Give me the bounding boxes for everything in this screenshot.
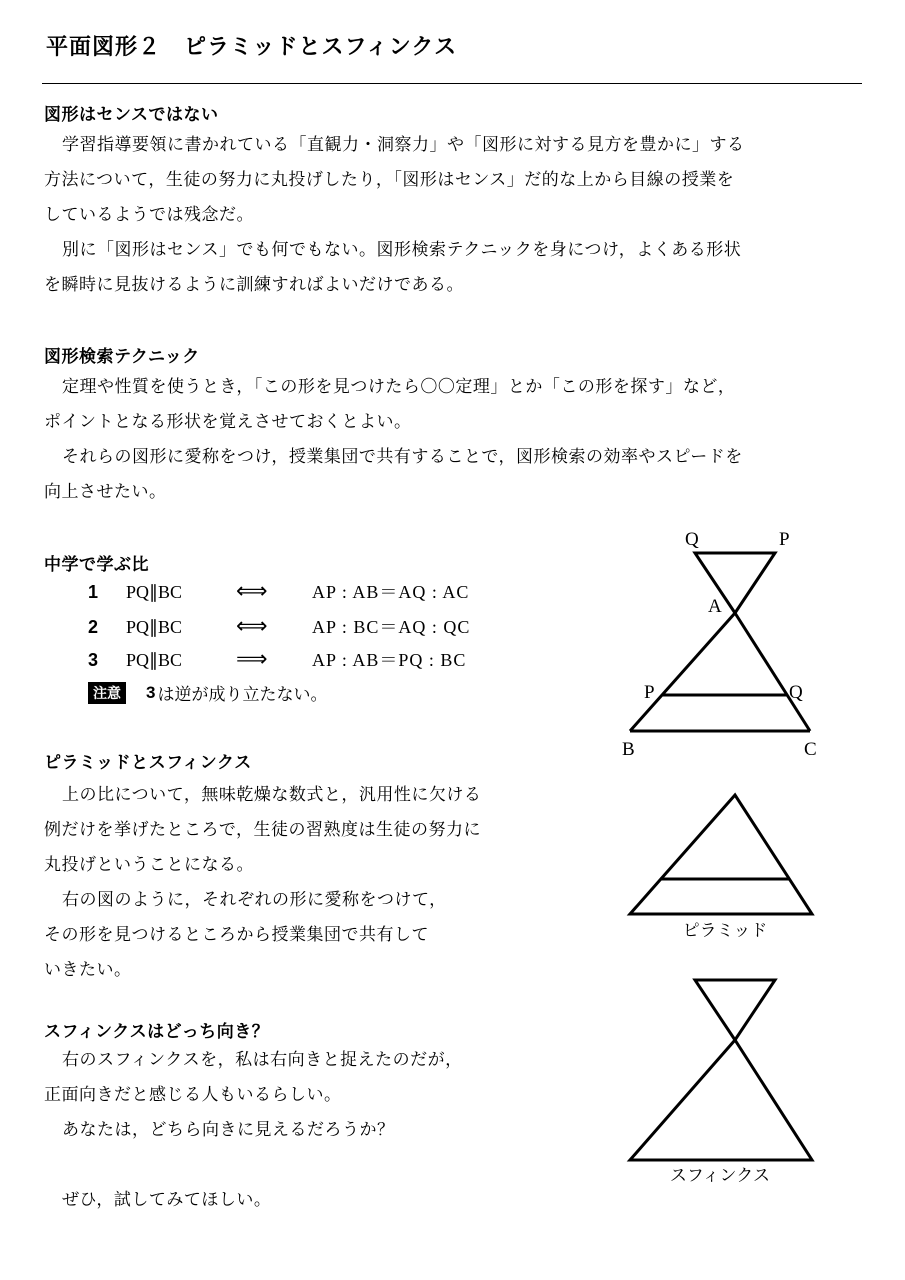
caution-note [88,680,327,705]
ratio-condition: PQ∥BC [126,617,183,637]
ratio-equation: AP : BC＝AQ : QC [312,617,471,637]
section-heading-sense: 図形はセンスではない [44,105,219,125]
paragraph-line: あなたは，どちら向きに見えるだろうか？ [62,1120,395,1140]
label-top-q: Q [685,529,699,550]
label-b: B [622,739,635,760]
ratio-condition: PQ∥BC [126,650,183,670]
label-p: P [644,682,655,703]
ratio-row-2 [88,611,470,643]
paragraph-line: 右のスフィンクスを，私は右向きと捉えたのだが， [62,1050,463,1070]
label-c: C [804,739,817,760]
pyramid-caption: ピラミッド [682,921,768,941]
blank-line [44,1148,463,1183]
ratio-condition: PQ∥BC [126,582,183,602]
paragraph-line: 正面向きだと感じる人もいるらしい。 [44,1085,342,1105]
paragraph-line: ぜひ，試してみてほしい。 [62,1190,272,1210]
upper-inverted-triangle [695,553,775,613]
section-heading-direction: スフィンクスはどっち向き？ [44,1022,270,1042]
sphinx-bottom-triangle [630,1040,812,1160]
section-heading-ratio: 中学で学ぶ比 [44,555,149,575]
ratio-number: 1 [88,582,99,602]
caution-text: は逆が成り立たない。 [157,685,328,705]
ratio-equation: AP : AB＝AQ : AC [312,582,470,602]
section-body-pyramid-sphinx [44,778,481,988]
paragraph-line: 右の図のように，それぞれの形に愛称をつけて， [62,890,447,910]
label-q: Q [789,682,803,703]
section-body-search [44,370,743,510]
paragraph-line: 向上させたい。 [44,482,167,502]
iff-arrow-icon: ⟺ [236,579,268,604]
ratio-row-1 [88,576,469,608]
paragraph-line: 例だけを挙げたところで，生徒の習熟度は生徒の努力に [44,820,481,840]
section-body-direction [44,1043,463,1218]
right-side-ac [735,613,810,731]
pyramid-figure [600,785,860,945]
label-a: A [708,596,722,617]
pyramid-triangle [630,795,812,914]
section-heading-search: 図形検索テクニック [44,347,200,367]
ratio-equation: AP : AB＝PQ : BC [312,650,467,670]
label-top-p: P [779,529,790,550]
ratio-number: 2 [88,617,99,637]
paragraph-line: ポイントとなる形状を覚えさせておくとよい。 [44,412,412,432]
ratio-row-3 [88,644,466,676]
paragraph-line: 学習指導要領に書かれている「直観力・洞察力」や「図形に対する見方を豊かに」する [62,135,745,155]
implies-arrow-icon: ⟹ [236,647,268,672]
ratio-number: 3 [88,650,99,670]
caution-number: 3 [146,682,156,702]
paragraph-line: その形を見つけるところから授業集団で共有して [44,925,429,945]
section-heading-pyramid-sphinx: ピラミッドとスフィンクス [44,753,252,773]
caution-badge: 注意 [88,682,126,704]
paragraph-line: いきたい。 [44,960,132,980]
sphinx-figure [600,970,860,1190]
left-side-ab [630,613,735,731]
paragraph-line: 定理や性質を使うとき，「この形を見つけたら〇〇定理」とか「この形を探す」など， [62,377,736,397]
paragraph-line: それらの図形に愛称をつけ，授業集団で共有することで，図形検索の効率やスピードを [62,447,743,467]
iff-arrow-icon: ⟺ [236,614,268,639]
paragraph-line: 上の比について，無味乾燥な数式と，汎用性に欠ける [62,785,482,805]
sphinx-caption: スフィンクス [669,1166,771,1186]
paragraph-line: を瞬時に見抜けるように訓練すればよいだけである。 [44,275,464,295]
paragraph-line: しているようでは残念だ。 [44,205,254,225]
page-title: 平面図形２ ピラミッドとスフィンクス [46,35,458,60]
section-body-sense [44,128,745,303]
paragraph-line: 丸投げということになる。 [44,855,254,875]
paragraph-line: 方法について，生徒の努力に丸投げしたり，「図形はセンス」だ的な上から目線の授業を [44,170,735,190]
sphinx-top-triangle [695,980,775,1040]
labeled-triangle-figure [600,515,860,765]
paragraph-line: 別に「図形はセンス」でも何でもない。図形検索テクニックを身につけ，よくある形状 [62,240,742,260]
title-divider [42,83,862,84]
